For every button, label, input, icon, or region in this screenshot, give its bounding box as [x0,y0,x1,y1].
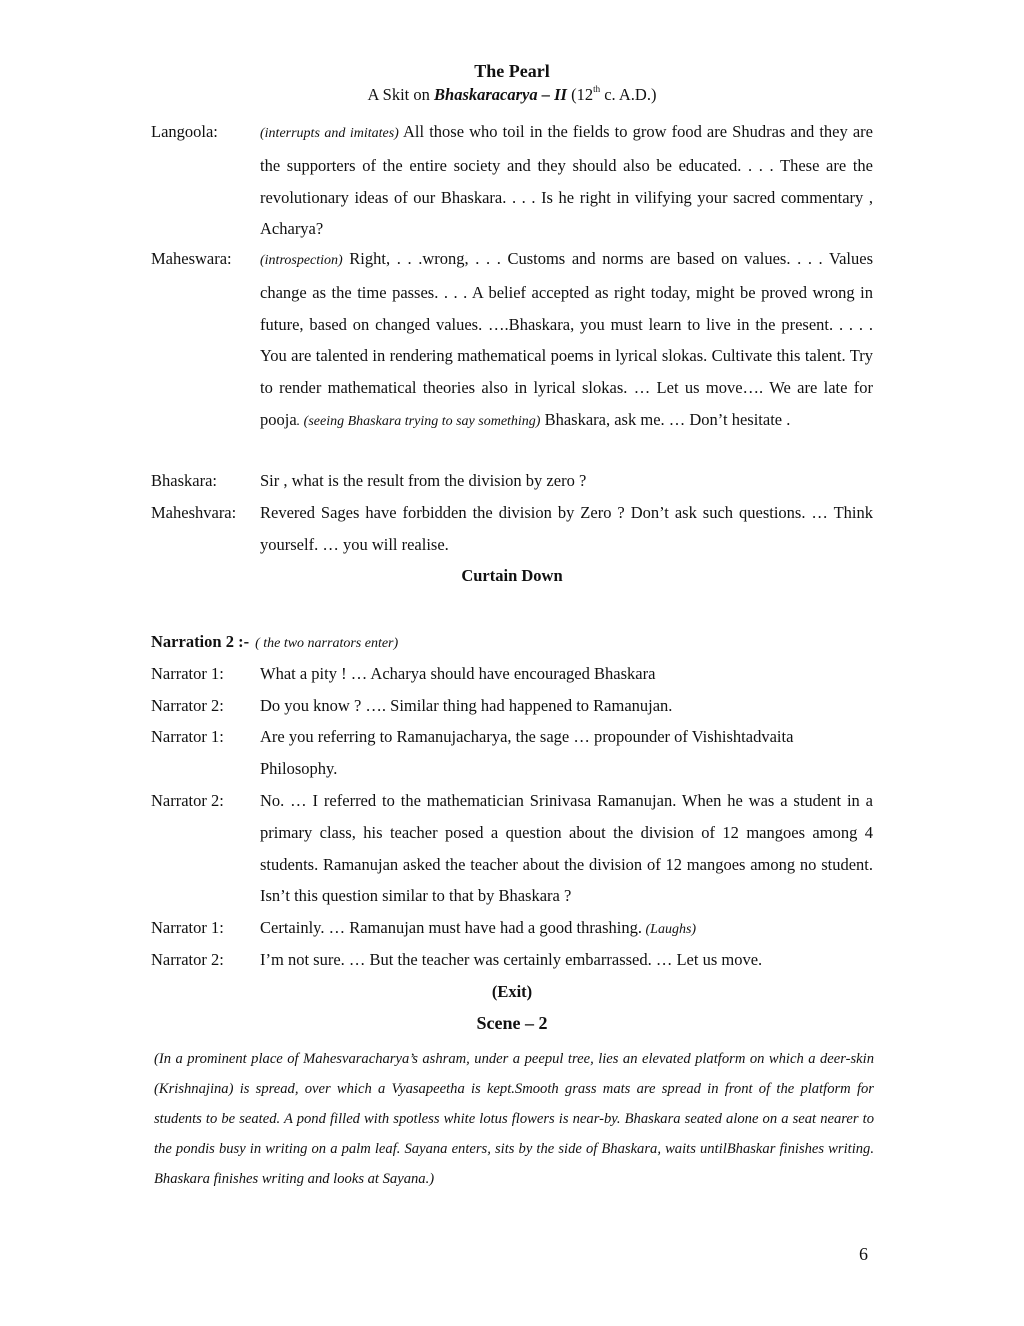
dialogue-body: Revered Sages have forbidden the division by Zero ? Don’t ask such questions. … Think yourself. … you will realise. [260,503,873,554]
dialogue-text [260,116,873,245]
dialogue-text [260,658,873,690]
scene-stage-direction: (In a prominent place of Mahesvaracharya’s ashram, under a peepul tree, lies an elevated platform on which a deer-skin (Krishnajina) is spread, over which a Vyasapeetha is kept.Smooth grass mats are spread in front of the platform for students to be seated. A pond filled with spotless white lotus flowers is near-by. Bhaskara seated alone on a seat nearer to the pondis busy in writing on a palm leaf. Sayana enters, sits by the side of Bhaskara, waits untilBhaskar finishes writing. Bhaskara finishes writing and looks at Sayana.) [154,1051,874,1187]
speaker-name: Maheshvara: [151,503,237,522]
stage-cue: ( the two narrators enter) [255,636,399,651]
speaker-name: Maheswara: [151,249,232,268]
speaker-name: Langoola: [151,122,218,141]
page-title: The Pearl [474,61,550,81]
stage-cue: (Laughs) [642,922,697,937]
subtitle-num: (12 [566,85,594,104]
speaker-name: Narrator 1: [151,664,224,683]
dialogue-body: All those who toil in the fields to grow food are Shudras and they are the supporters of the entire society and they should also be educated. . . . These are the revolutionary ideas of our Bhaskara. . . . Is he right in vilifying your sacred commentary , Acharya? [260,122,873,239]
speaker-name: Narrator 2: [151,696,224,715]
speaker-name: Narrator 1: [151,727,224,746]
dialogue-text [260,497,873,561]
stage-cue: (introspection) [260,253,343,268]
dialogue-body: Are you referring to Ramanujacharya, the sage … propounder of Vishishtadvaita Philosophy. [260,727,794,778]
dialogue-body: Do you know ? …. Similar thing had happened to Ramanujan. [260,696,673,715]
dialogue-text [260,465,873,497]
page-subtitle [0,84,1024,105]
stage-cue: . (seeing Bhaskara trying to say something) [296,413,541,429]
narration-label: Narration 2 :- [151,632,250,651]
subtitle-sup: th [593,84,601,94]
exit-direction: (Exit) [491,982,533,1001]
dialogue-text [260,243,873,438]
speaker-name: Narrator 2: [151,791,224,810]
scene-heading: Scene – 2 [476,1013,548,1033]
dialogue-text [260,690,873,722]
dialogue-text [260,721,860,785]
speaker-name: Bhaskara: [151,471,217,490]
narration-heading [151,632,398,652]
speaker-name: Narrator 1: [151,918,224,937]
dialogue-body: I’m not sure. … But the teacher was certainly embarrassed. … Let us move. [260,950,763,969]
page-number: 6 [859,1244,868,1264]
subtitle-bold: Bhaskaracarya – II [434,85,567,104]
dialogue-body: Certainly. … Ramanujan must have had a good thrashing. [260,918,643,937]
dialogue-body: What a pity ! … Acharya should have encouraged Bhaskara [260,664,656,683]
dialogue-body: Sir , what is the result from the division by zero ? [260,471,587,490]
subtitle-suffix: c. A.D.) [600,85,657,104]
dialogue-text [260,785,873,912]
dialogue-body: No. … I referred to the mathematician Srinivasa Ramanujan. When he was a student in a primary class, his teacher posed a question about the division of 12 mangoes among 4 students. Ramanujan asked the teacher about the division of 12 mangoes among no student. Isn’t this question similar to that by Bhaskara ? [260,791,873,906]
dialogue-text [260,944,873,976]
dialogue-text [260,912,873,946]
speaker-name: Narrator 2: [151,950,224,969]
stage-cue: (interrupts and imitates) [260,126,399,141]
subtitle-prefix: A Skit on [367,85,435,104]
dialogue-body: Bhaskara, ask me. … Don’t hesitate . [540,409,791,429]
dialogue-body: Right, . . .wrong, . . . Customs and norms are based on values. . . . Values change as the time passes. . . . A belief accepted as right today, might be proved wrong in future, based on changed values. ….Bhaskara, you must learn to live in the present. . . . . You are talented in rendering mathematical poems in lyrical slokas. Cultivate this talent. Try to render mathematical theories also in lyrical slokas. … Let us move…. We are late for pooja [260,249,873,429]
curtain-down-heading: Curtain Down [461,566,563,585]
